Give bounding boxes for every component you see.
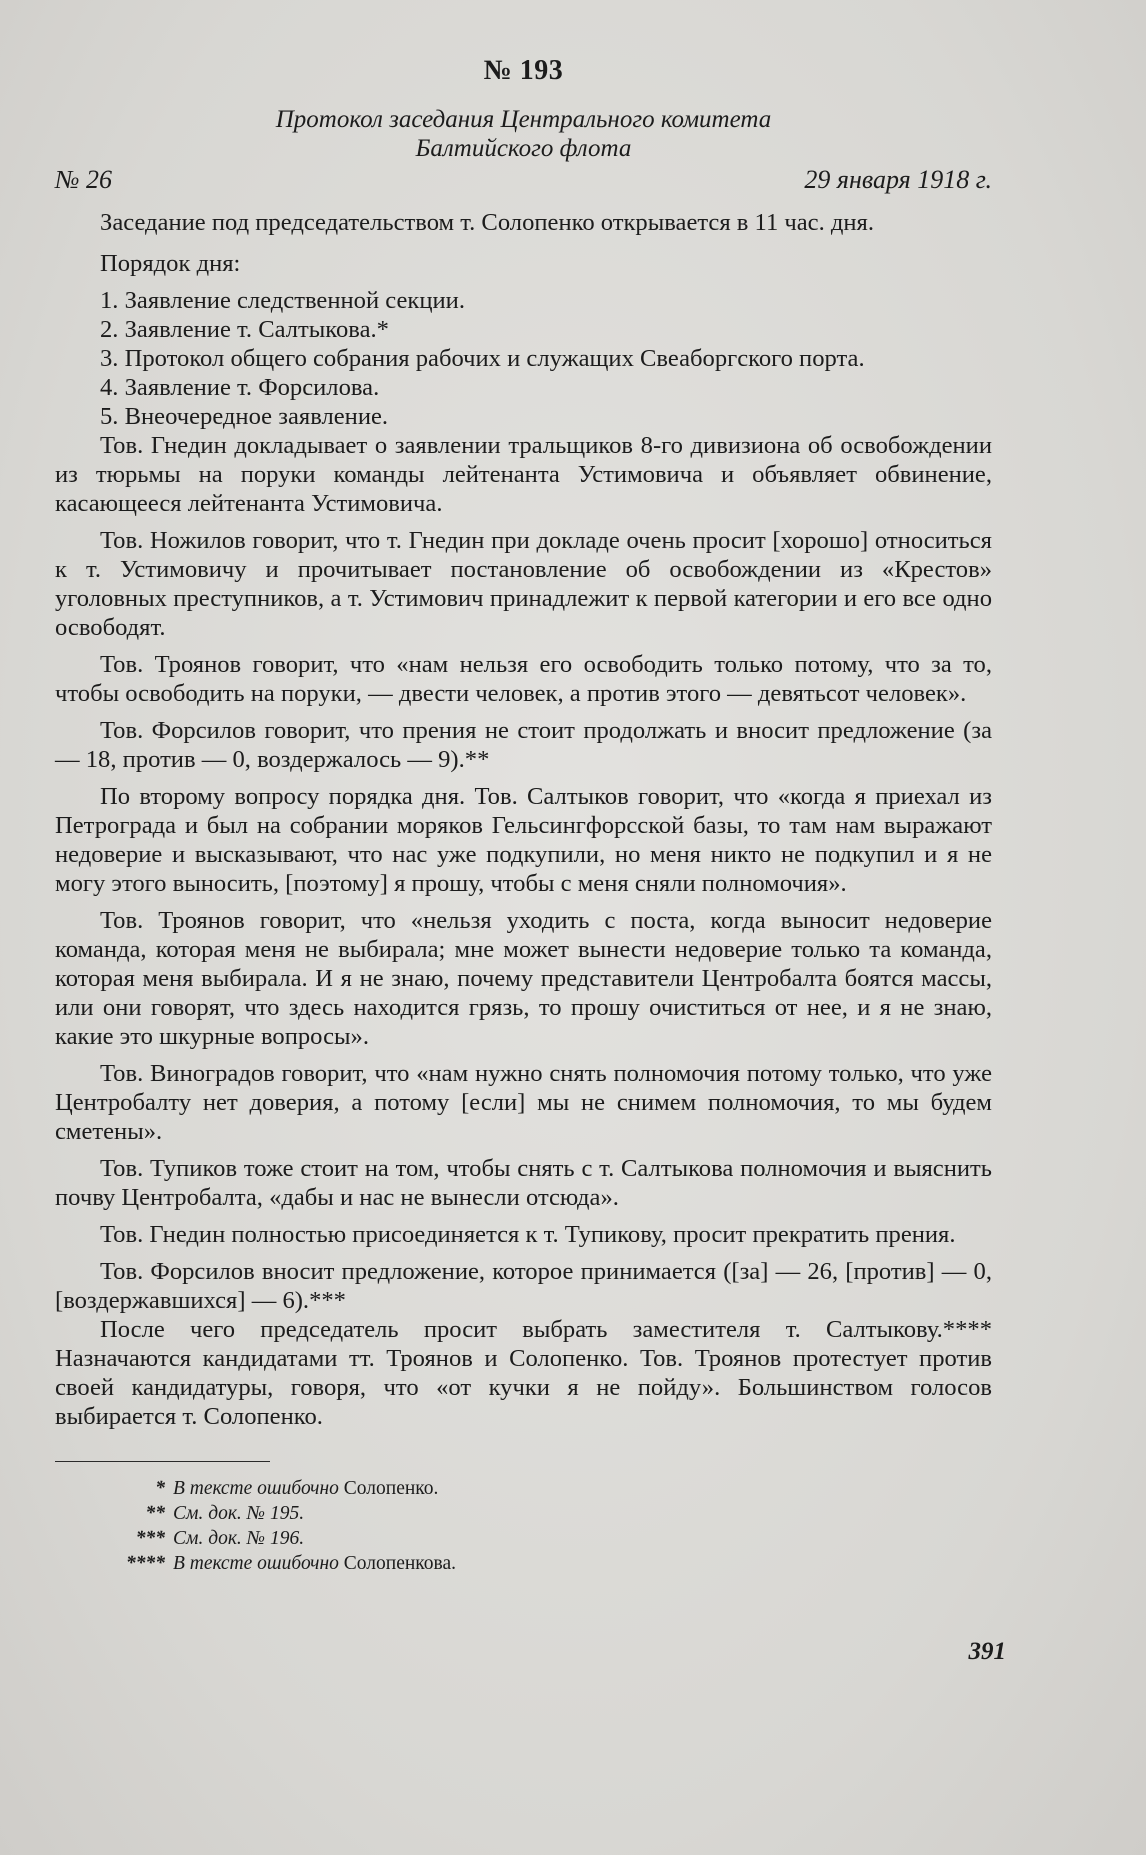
agenda-item: 3. Протокол общего собрания рабочих и служащих Свеаборгского порта. (100, 345, 865, 372)
footnote-mark: * (155, 1478, 165, 1499)
body-paragraph: Тов. Гнедин докладывает о заявлении тральщиков 8-го дивизиона об освобождении из тюрьмы на поруки команды лейтенанта Устимовича и объявляет обвинение, касающееся лейтенанта Устимовича. (55, 432, 992, 517)
footnote (55, 1551, 992, 1576)
footnote-italic: В тексте ошибочно (173, 1478, 339, 1499)
body-paragraph: Тов. Форсилов говорит, что прения не стоит продолжать и вносит предложение (за — 18, против — 0, воздержалось — 9).** (55, 717, 992, 773)
footnote-plain: Солопенкова. (343, 1553, 457, 1574)
footnote-plain: Солопенко. (343, 1478, 439, 1499)
footnotes (55, 1476, 992, 1576)
footnote-mark: **** (126, 1553, 165, 1574)
body-paragraph: Тов. Гнедин полностью присоединяется к т. Тупикову, просит прекратить прения. (100, 1221, 956, 1248)
footnote (55, 1476, 992, 1501)
agenda-item: 1. Заявление следственной секции. (100, 287, 465, 314)
footnote-mark: *** (135, 1528, 165, 1549)
footnote-text (173, 1551, 456, 1576)
protocol-date: 29 января 1918 г. (804, 165, 992, 194)
document-content (55, 56, 992, 1576)
footnote (55, 1501, 992, 1526)
page-number: 391 (968, 1638, 1006, 1665)
document-number: № 193 (483, 55, 564, 86)
document-title-line-2: Балтийского флота (415, 135, 632, 162)
footnote-text (173, 1501, 304, 1526)
footnote (55, 1526, 992, 1551)
body-paragraph: Тов. Троянов говорит, что «нельзя уходить с поста, когда выносит недоверие команда, которая меня не выбирала; мне может вынести недоверие только та команда, которая меня выбирала. И я не знаю, почему представители Центробалта боятся массы, или они говорят, что здесь находится грязь, то прошу очиститься от нее, и я не знаю, какие это шкурные вопросы». (55, 907, 992, 1050)
footnote-mark: ** (145, 1503, 165, 1524)
footnote-text (173, 1526, 304, 1551)
agenda-item: 2. Заявление т. Салтыкова.* (100, 316, 389, 343)
footnote-divider (55, 1461, 270, 1462)
body-paragraph: Тов. Троянов говорит, что «нам нельзя его освободить только потому, что за то, чтобы освободить на поруки, — двести человек, а против этого — девятьсот человек». (55, 651, 992, 707)
body-paragraph: Тов. Ножилов говорит, что т. Гнедин при докладе очень просит [хорошо] относиться к т. Устимовичу и прочитывает постановление об освобождении из «Крестов» уголовных преступников, а т. Устимович принадлежит к первой категории и его все одно освободят. (55, 527, 992, 641)
body-paragraph: После чего председатель просит выбрать заместителя т. Салтыкову.**** Назначаются кандидатами тт. Троянов и Солопенко. Тов. Троянов протестует против своей кандидатуры, говоря, что «от кучки я не пойду». Большинством голосов выбирается т. Солопенко. (55, 1316, 992, 1430)
body-paragraph: Тов. Форсилов вносит предложение, которое принимается ([за] — 26, [против] — 0, [воздержавшихся] — 6).*** (55, 1258, 992, 1314)
body-paragraph: Тов. Тупиков тоже стоит на том, чтобы снять с т. Салтыкова полномочия и выяснить почву Центробалта, «дабы и нас не вынесли отсюда». (55, 1155, 992, 1211)
protocol-number: № 26 (55, 165, 113, 194)
opening-paragraph: Заседание под председательством т. Солопенко открывается в 11 час. дня. (100, 209, 875, 236)
agenda-item: 4. Заявление т. Форсилова. (100, 374, 380, 401)
agenda-item: 5. Внеочередное заявление. (100, 403, 389, 430)
protocol-meta (55, 165, 992, 194)
agenda-title: Порядок дня: (100, 250, 241, 277)
footnote-italic: В тексте ошибочно (173, 1553, 339, 1574)
footnote-italic: См. док. № 196. (173, 1528, 305, 1549)
footnote-italic: См. док. № 195. (173, 1503, 305, 1524)
body-paragraph: Тов. Виноградов говорит, что «нам нужно снять полномочия потому только, что уже Центробалту нет доверия, а потому [если] мы не снимем полномочия, то мы будем сметены». (55, 1060, 992, 1145)
document-title-line-1: Протокол заседания Центрального комитета (275, 106, 772, 133)
agenda-list (55, 286, 992, 431)
body-paragraph: По второму вопросу порядка дня. Тов. Салтыков говорит, что «когда я приехал из Петрограда и был на собрании моряков Гельсингфорсской базы, то там нам выражают недоверие и высказывают, что нас уже подкупили, но меня никто не подкупил и я не могу этого выносить, [поэтому] я прошу, чтобы с меня сняли полномочия». (55, 783, 992, 897)
footnote-text (173, 1476, 438, 1501)
